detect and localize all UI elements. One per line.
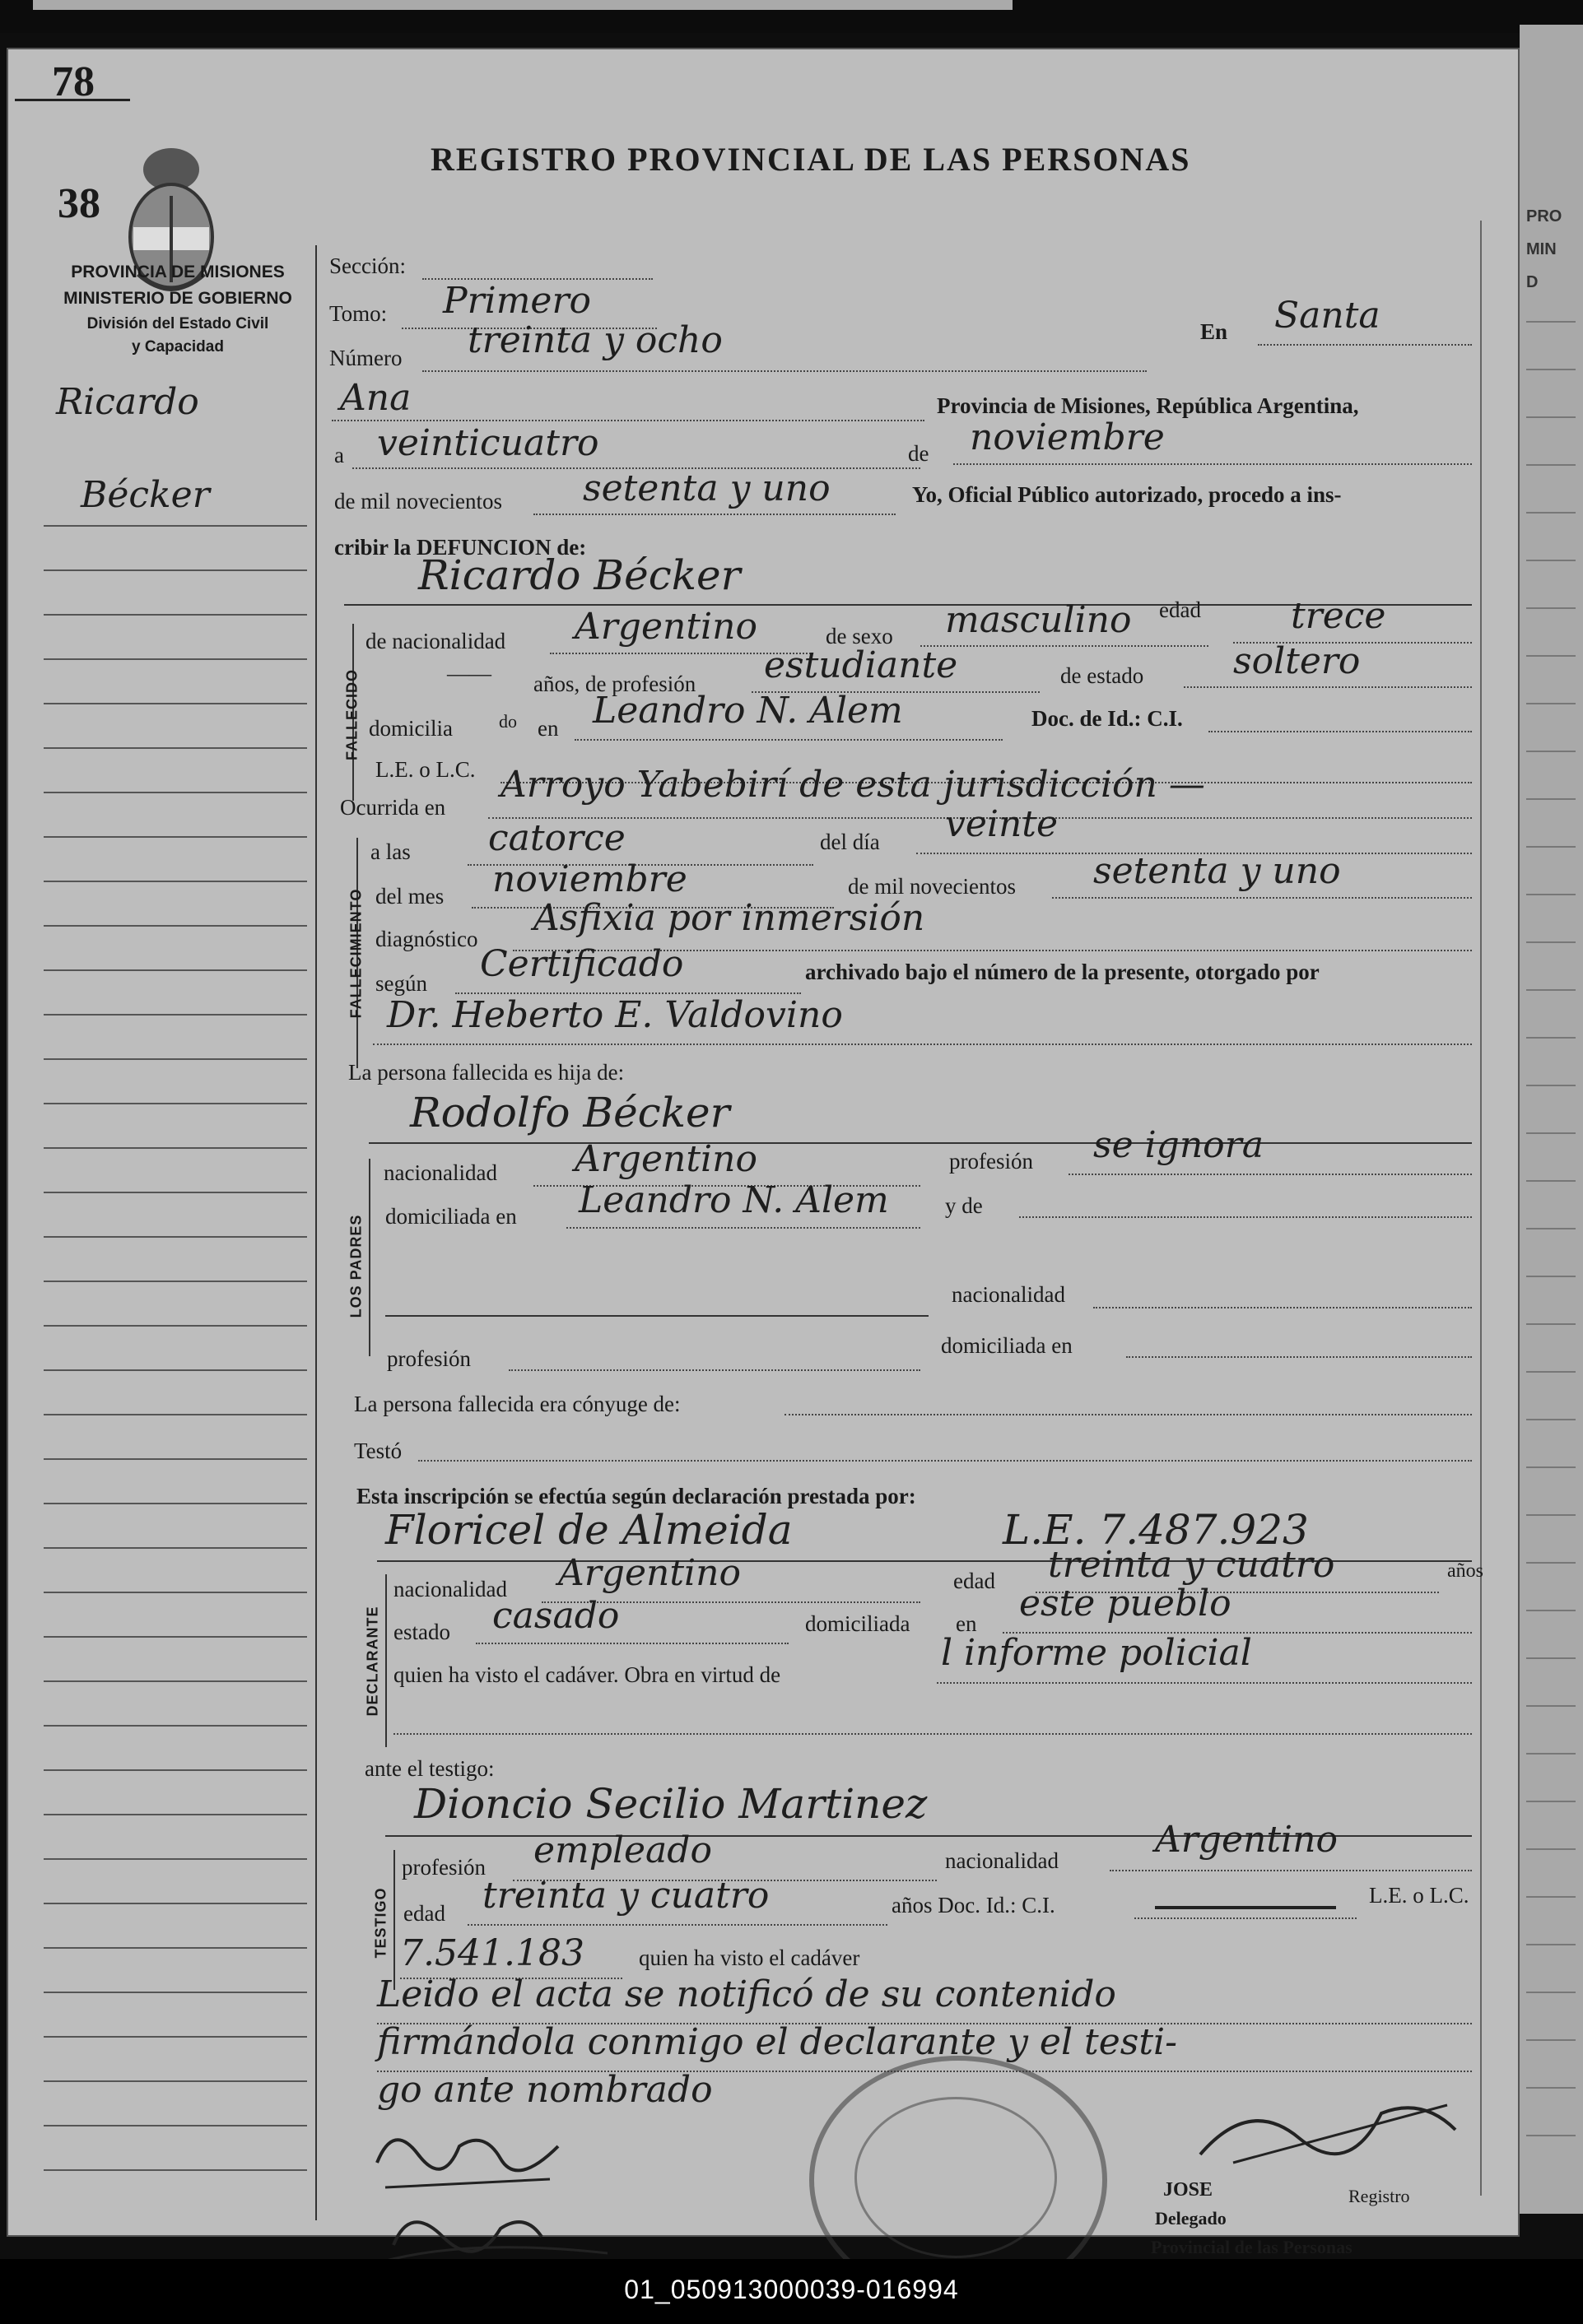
closing-line-3: go ante nombrado (377, 2069, 713, 2111)
adjacent-page-rule (1526, 1705, 1576, 1707)
medico-value: Dr. Heberto E. Valdovino (387, 994, 843, 1036)
fallecido-estado: soltero (1233, 640, 1361, 682)
left-margin-rule (44, 1636, 307, 1638)
day-value: veinticuatro (377, 422, 599, 464)
mes-label: del mes (375, 884, 445, 909)
declarante-domiciliada-label: domiciliada (805, 1611, 910, 1636)
declarante-bracket (385, 1574, 387, 1747)
official-text: Yo, Oficial Público autorizado, procedo a ins- (912, 482, 1342, 507)
left-margin-rule (44, 525, 307, 527)
adjacent-page-rule (1526, 1228, 1576, 1229)
fallecido-nacionalidad: Argentino (575, 606, 757, 648)
declarante-anos-label: años (1447, 1560, 1483, 1582)
testo-label: Testó (354, 1439, 403, 1463)
adjacent-page-rule (1526, 1657, 1576, 1659)
testigo-edad: treinta y cuatro (482, 1875, 770, 1917)
testigo-doc-dash (1155, 1906, 1336, 1909)
month-value: noviembre (970, 416, 1165, 458)
numero-line (422, 370, 1147, 372)
fallecido-anos-label: años, de profesión (533, 672, 696, 696)
testigo-anos-label: años Doc. Id.: C.I. (892, 1893, 1055, 1917)
testo-line (418, 1460, 1472, 1462)
declarante-extra-line (393, 1733, 1472, 1735)
declarante-edad-label: edad (953, 1569, 995, 1593)
en-line (1258, 344, 1472, 346)
left-margin-rule (44, 747, 307, 749)
left-margin-rule (44, 658, 307, 660)
adjacent-page-rule (1526, 798, 1576, 800)
page-number-strike (15, 99, 130, 101)
anio-label: de mil novecientos (848, 874, 1016, 899)
adjacent-page-rule (1526, 512, 1576, 514)
margin-name-first: Ricardo (56, 381, 199, 423)
adjacent-page-rule (1526, 1180, 1576, 1182)
testigo-nacionalidad-line (1110, 1870, 1472, 1871)
madre-profesion-line (509, 1369, 920, 1371)
fallecido-domicilio-mark: do (499, 711, 517, 732)
declarante-nacionalidad: Argentino (558, 1552, 741, 1594)
adjacent-page-rule (1526, 2039, 1576, 2041)
adjacent-page-rule (1526, 1610, 1576, 1611)
left-margin-rule (44, 1325, 307, 1327)
fallecido-dash: —— (447, 661, 491, 686)
testigo-le-label: L.E. o L.C. (1369, 1883, 1469, 1908)
testigo-intro: ante el testigo: (365, 1756, 495, 1781)
adjacent-page-rule (1526, 941, 1576, 943)
left-margin-rule (44, 1236, 307, 1238)
left-margin-rule (44, 1414, 307, 1415)
section-declarante: DECLARANTE (364, 1606, 381, 1717)
adjacent-page-rule (1526, 846, 1576, 848)
adjacent-page-rule (1526, 1753, 1576, 1755)
madre-nacionalidad-label: nacionalidad (952, 1282, 1065, 1307)
madre-domiciliada-line (1126, 1356, 1472, 1358)
signature-official-icon (1184, 2080, 1480, 2179)
padre-profesion-line (1069, 1174, 1472, 1175)
numero-label: Número (329, 346, 403, 370)
left-margin-rule (44, 1547, 307, 1549)
official-stamp-inner (854, 2097, 1057, 2258)
left-margin-rule (44, 1058, 307, 1060)
madre-y-de-label: y de (945, 1193, 983, 1218)
year-value: setenta y uno (583, 467, 831, 509)
scan-top-paper (33, 0, 1013, 10)
official-name: JOSE (1163, 2179, 1213, 2201)
year-line (533, 514, 896, 515)
anio-value: setenta y uno (1093, 850, 1341, 892)
declaracion-label: Esta inscripción se efectúa según declaración prestada por: (356, 1484, 916, 1508)
page-number-top: 78 (52, 58, 95, 105)
left-header-ministry: MINISTERIO DE GOBIERNO (63, 289, 292, 308)
testigo-nacionalidad-label: nacionalidad (945, 1848, 1059, 1873)
left-margin-rule (44, 925, 307, 927)
adjacent-page-rule (1526, 1944, 1576, 1945)
diagnostico-label: diagnóstico (375, 927, 478, 951)
left-header-division: División del Estado Civil (86, 315, 269, 332)
province-text: Provincia de Misiones, República Argentina, (937, 393, 1359, 418)
right-column-border (1480, 221, 1482, 2196)
margin-name-last: Bécker (81, 474, 210, 516)
testigo-nombre: Dioncio Secilio Martinez (414, 1780, 928, 1828)
padre-profesion-label: profesión (949, 1149, 1033, 1174)
adjacent-page-rule (1526, 607, 1576, 609)
en-value: Santa (1274, 295, 1380, 337)
left-margin-rule (44, 1592, 307, 1593)
adjacent-page-frag-1: PRO (1526, 207, 1562, 225)
closing-line-2: firmándola conmigo el declarante y el testi- (377, 2021, 1177, 2063)
page-title: REGISTRO PROVINCIAL DE LAS PERSONAS (431, 141, 1191, 178)
fallecido-sexo-line (920, 645, 1208, 647)
de-label: de (908, 441, 929, 466)
left-margin-rule (44, 792, 307, 793)
adjacent-page-rule (1526, 1801, 1576, 1802)
left-margin-rule (44, 1725, 307, 1727)
adjacent-page-rule (1526, 464, 1576, 466)
left-margin-rule (44, 1103, 307, 1104)
testigo-documento: 7.541.183 (400, 1932, 584, 1974)
tomo-value: Primero (443, 280, 591, 322)
segun-label: según (375, 971, 427, 996)
fallecido-profesion: estudiante (764, 644, 958, 686)
declarante-visto-label: quien ha visto el cadáver. Obra en virtud de (393, 1662, 781, 1687)
adjacent-page-frag-3: D (1526, 273, 1539, 291)
madre-profesion-label: profesión (387, 1346, 471, 1371)
section-fallecido: FALLECIDO (343, 669, 361, 760)
official-role-1: Delegado (1155, 2208, 1227, 2229)
segun-value: Certificado (480, 943, 684, 985)
adjacent-page-rule (1526, 1466, 1576, 1468)
fallecido-le-label: L.E. o L.C. (375, 757, 476, 782)
medico-line (373, 1043, 1472, 1045)
padre-domiciliada: Leandro N. Alem (579, 1179, 889, 1221)
main-column-border (315, 245, 317, 2220)
page-number: 38 (58, 180, 100, 227)
padre-nacionalidad-label: nacionalidad (384, 1160, 497, 1185)
declarante-estado-label: estado (393, 1620, 450, 1644)
official-role-2: Provincial de las Personas (1151, 2237, 1353, 2257)
left-margin-rule (44, 1281, 307, 1282)
closing-line-1: Leido el acta se notificó de su contenido (377, 1973, 1116, 2015)
adjacent-page-frag-2: MIN (1526, 240, 1557, 258)
adjacent-page-rule (1526, 1037, 1576, 1039)
section-fallecimiento: FALLECIMIENTO (347, 888, 365, 1019)
fallecido-edad: trece (1291, 595, 1386, 637)
signature-declarante-icon (361, 2113, 624, 2278)
testigo-edad-line (468, 1924, 887, 1926)
left-margin-rule (44, 1680, 307, 1682)
adjacent-page-rule (1526, 1562, 1576, 1564)
adjacent-page-rule (1526, 369, 1576, 370)
madre-line (1019, 1216, 1472, 1218)
declarante-edad: treinta y cuatro (1048, 1544, 1335, 1586)
adjacent-page-rule (1526, 1848, 1576, 1850)
adjacent-page-rule (1526, 2135, 1576, 2136)
padre-profesion: se ignora (1093, 1124, 1264, 1166)
left-margin-rule (44, 1769, 307, 1771)
padre-nacionalidad: Argentino (575, 1138, 757, 1180)
fallecido-domicilio-line (575, 739, 1003, 741)
declarante-estado-line (476, 1643, 789, 1644)
inscribe-text: cribir la DEFUNCION de: (334, 535, 587, 560)
adjacent-page-rule (1526, 1896, 1576, 1898)
declarante-estado: casado (492, 1595, 620, 1637)
left-margin-rule (44, 1192, 307, 1193)
adjacent-page-rule (1526, 989, 1576, 991)
testigo-edad-label: edad (403, 1901, 445, 1926)
place-value: Ana (340, 377, 412, 419)
adjacent-page-rule (1526, 1992, 1576, 1993)
left-margin-rule (44, 1458, 307, 1460)
ocurrida-value: Arroyo Yabebirí de esta jurisdicción — (501, 764, 1205, 806)
ocurrida-label: Ocurrida en (340, 795, 446, 820)
hora-label: a las (370, 839, 411, 864)
fallecido-name: Ricardo Bécker (418, 551, 741, 599)
fallecido-sexo: masculino (945, 599, 1132, 641)
fallecido-doc-label: Doc. de Id.: C.I. (1031, 706, 1183, 731)
testigo-nacionalidad: Argentino (1155, 1819, 1338, 1861)
adjacent-page-rule (1526, 416, 1576, 418)
left-margin-rule (44, 1814, 307, 1815)
adjacent-page-rule (1526, 321, 1576, 323)
left-margin-rule (44, 1903, 307, 1904)
a-label: a (334, 443, 344, 467)
left-margin-rule (44, 836, 307, 838)
padre-domiciliada-line (566, 1227, 920, 1229)
fallecido-domicilio-label: domicilia (369, 716, 453, 741)
declarante-nombre: Floricel de Almeida (385, 1506, 793, 1554)
mes-value: noviembre (492, 858, 687, 900)
declarante-domiciliada: este pueblo (1019, 1583, 1231, 1624)
testigo-bracket (393, 1850, 395, 1990)
adjacent-page-rule (1526, 751, 1576, 752)
padre-name-line (369, 1142, 1472, 1144)
year-label: de mil novecientos (334, 489, 502, 514)
place-line (332, 420, 924, 421)
adjacent-page-rule (1526, 560, 1576, 561)
fallecido-domicilio: Leandro N. Alem (593, 690, 903, 732)
adjacent-page-rule (1526, 1371, 1576, 1373)
dia-label: del día (820, 830, 880, 854)
fallecido-nacionalidad-label: de nacionalidad (365, 629, 506, 653)
declarante-documento: L.E. 7.487.923 (1003, 1506, 1309, 1554)
left-margin-rule (44, 2036, 307, 2038)
hora-value: catorce (488, 817, 626, 859)
month-line (953, 463, 1472, 465)
dia-value: veinte (945, 803, 1059, 845)
left-margin-rule (44, 614, 307, 616)
madre-domiciliada-label: domiciliada en (941, 1333, 1073, 1358)
adjacent-page-rule (1526, 1085, 1576, 1086)
left-margin-rule (44, 1147, 307, 1149)
madre-nacionalidad-line (1093, 1307, 1472, 1308)
padre-domiciliada-label: domiciliada en (385, 1204, 517, 1229)
left-margin-rule (44, 2169, 307, 2171)
conyuge-line (785, 1414, 1472, 1415)
fallecido-estado-label: de estado (1060, 663, 1144, 688)
padres-bracket (369, 1159, 370, 1356)
left-margin-rule (44, 1858, 307, 1860)
declarante-en-label: en (956, 1611, 977, 1636)
madre-name-line (385, 1315, 929, 1317)
left-margin-rule (44, 1992, 307, 1993)
left-margin-rule (44, 569, 307, 571)
adjacent-page-rule (1526, 655, 1576, 657)
left-margin-rule (44, 881, 307, 882)
tomo-label: Tomo: (329, 301, 388, 326)
fallecido-estado-line (1184, 686, 1472, 688)
left-margin-rule (44, 2125, 307, 2126)
document-page (7, 48, 1520, 2257)
section-padres: LOS PADRES (347, 1214, 365, 1318)
archivado-text: archivado bajo el número de la presente, otorgado por (805, 960, 1320, 984)
en-label: En (1200, 319, 1228, 344)
image-caption: 01_050913000039-016994 (624, 2275, 959, 2304)
padres-intro: La persona fallecida es hija de: (348, 1060, 625, 1085)
adjacent-page-rule (1526, 1276, 1576, 1277)
padre-name: Rodolfo Bécker (410, 1089, 730, 1136)
conyuge-label: La persona fallecida era cónyuge de: (354, 1392, 681, 1416)
left-margin-rule (44, 2080, 307, 2082)
numero-value: treinta y ocho (468, 319, 723, 361)
adjacent-page-rule (1526, 1323, 1576, 1325)
diagnostico-value: Asfixia por inmersión (533, 897, 925, 939)
testigo-visto-label: quien ha visto el cadáver (639, 1945, 860, 1970)
adjacent-page-rule (1526, 1514, 1576, 1516)
adjacent-page-strip (1520, 25, 1583, 2214)
testigo-profesion-label: profesión (402, 1855, 486, 1880)
testigo-profesion: empleado (533, 1829, 712, 1871)
adjacent-page-rule (1526, 2087, 1576, 2089)
left-margin-rule (44, 969, 307, 971)
fallecido-sexo-label: de sexo (826, 624, 893, 648)
declarante-virtud: l informe policial (941, 1632, 1252, 1674)
fallecido-doc-line (1208, 731, 1472, 732)
adjacent-page-rule (1526, 1132, 1576, 1134)
left-header-province: PROVINCIA DE MISIONES (71, 263, 285, 281)
declarante-virtud-line (937, 1682, 1472, 1684)
left-header-capacity: y Capacidad (132, 338, 224, 356)
section-testigo: TESTIGO (372, 1887, 389, 1959)
left-margin-rule (44, 1014, 307, 1016)
left-margin-rule (44, 1369, 307, 1371)
left-margin-rule (44, 703, 307, 704)
left-margin-rule (44, 1947, 307, 1949)
left-margin-rule (44, 1503, 307, 1504)
anio-line (1052, 897, 1472, 899)
adjacent-page-rule (1526, 894, 1576, 895)
official-registro: Registro (1348, 2186, 1410, 2206)
fallecido-en-label: en (538, 716, 559, 741)
seccion-label: Sección: (329, 253, 406, 278)
declarante-nacionalidad-label: nacionalidad (393, 1577, 507, 1601)
adjacent-page-rule (1526, 1419, 1576, 1420)
adjacent-page-rule (1526, 703, 1576, 704)
fallecido-edad-label: edad (1159, 597, 1201, 622)
testigo-doc-line (1134, 1917, 1357, 1919)
